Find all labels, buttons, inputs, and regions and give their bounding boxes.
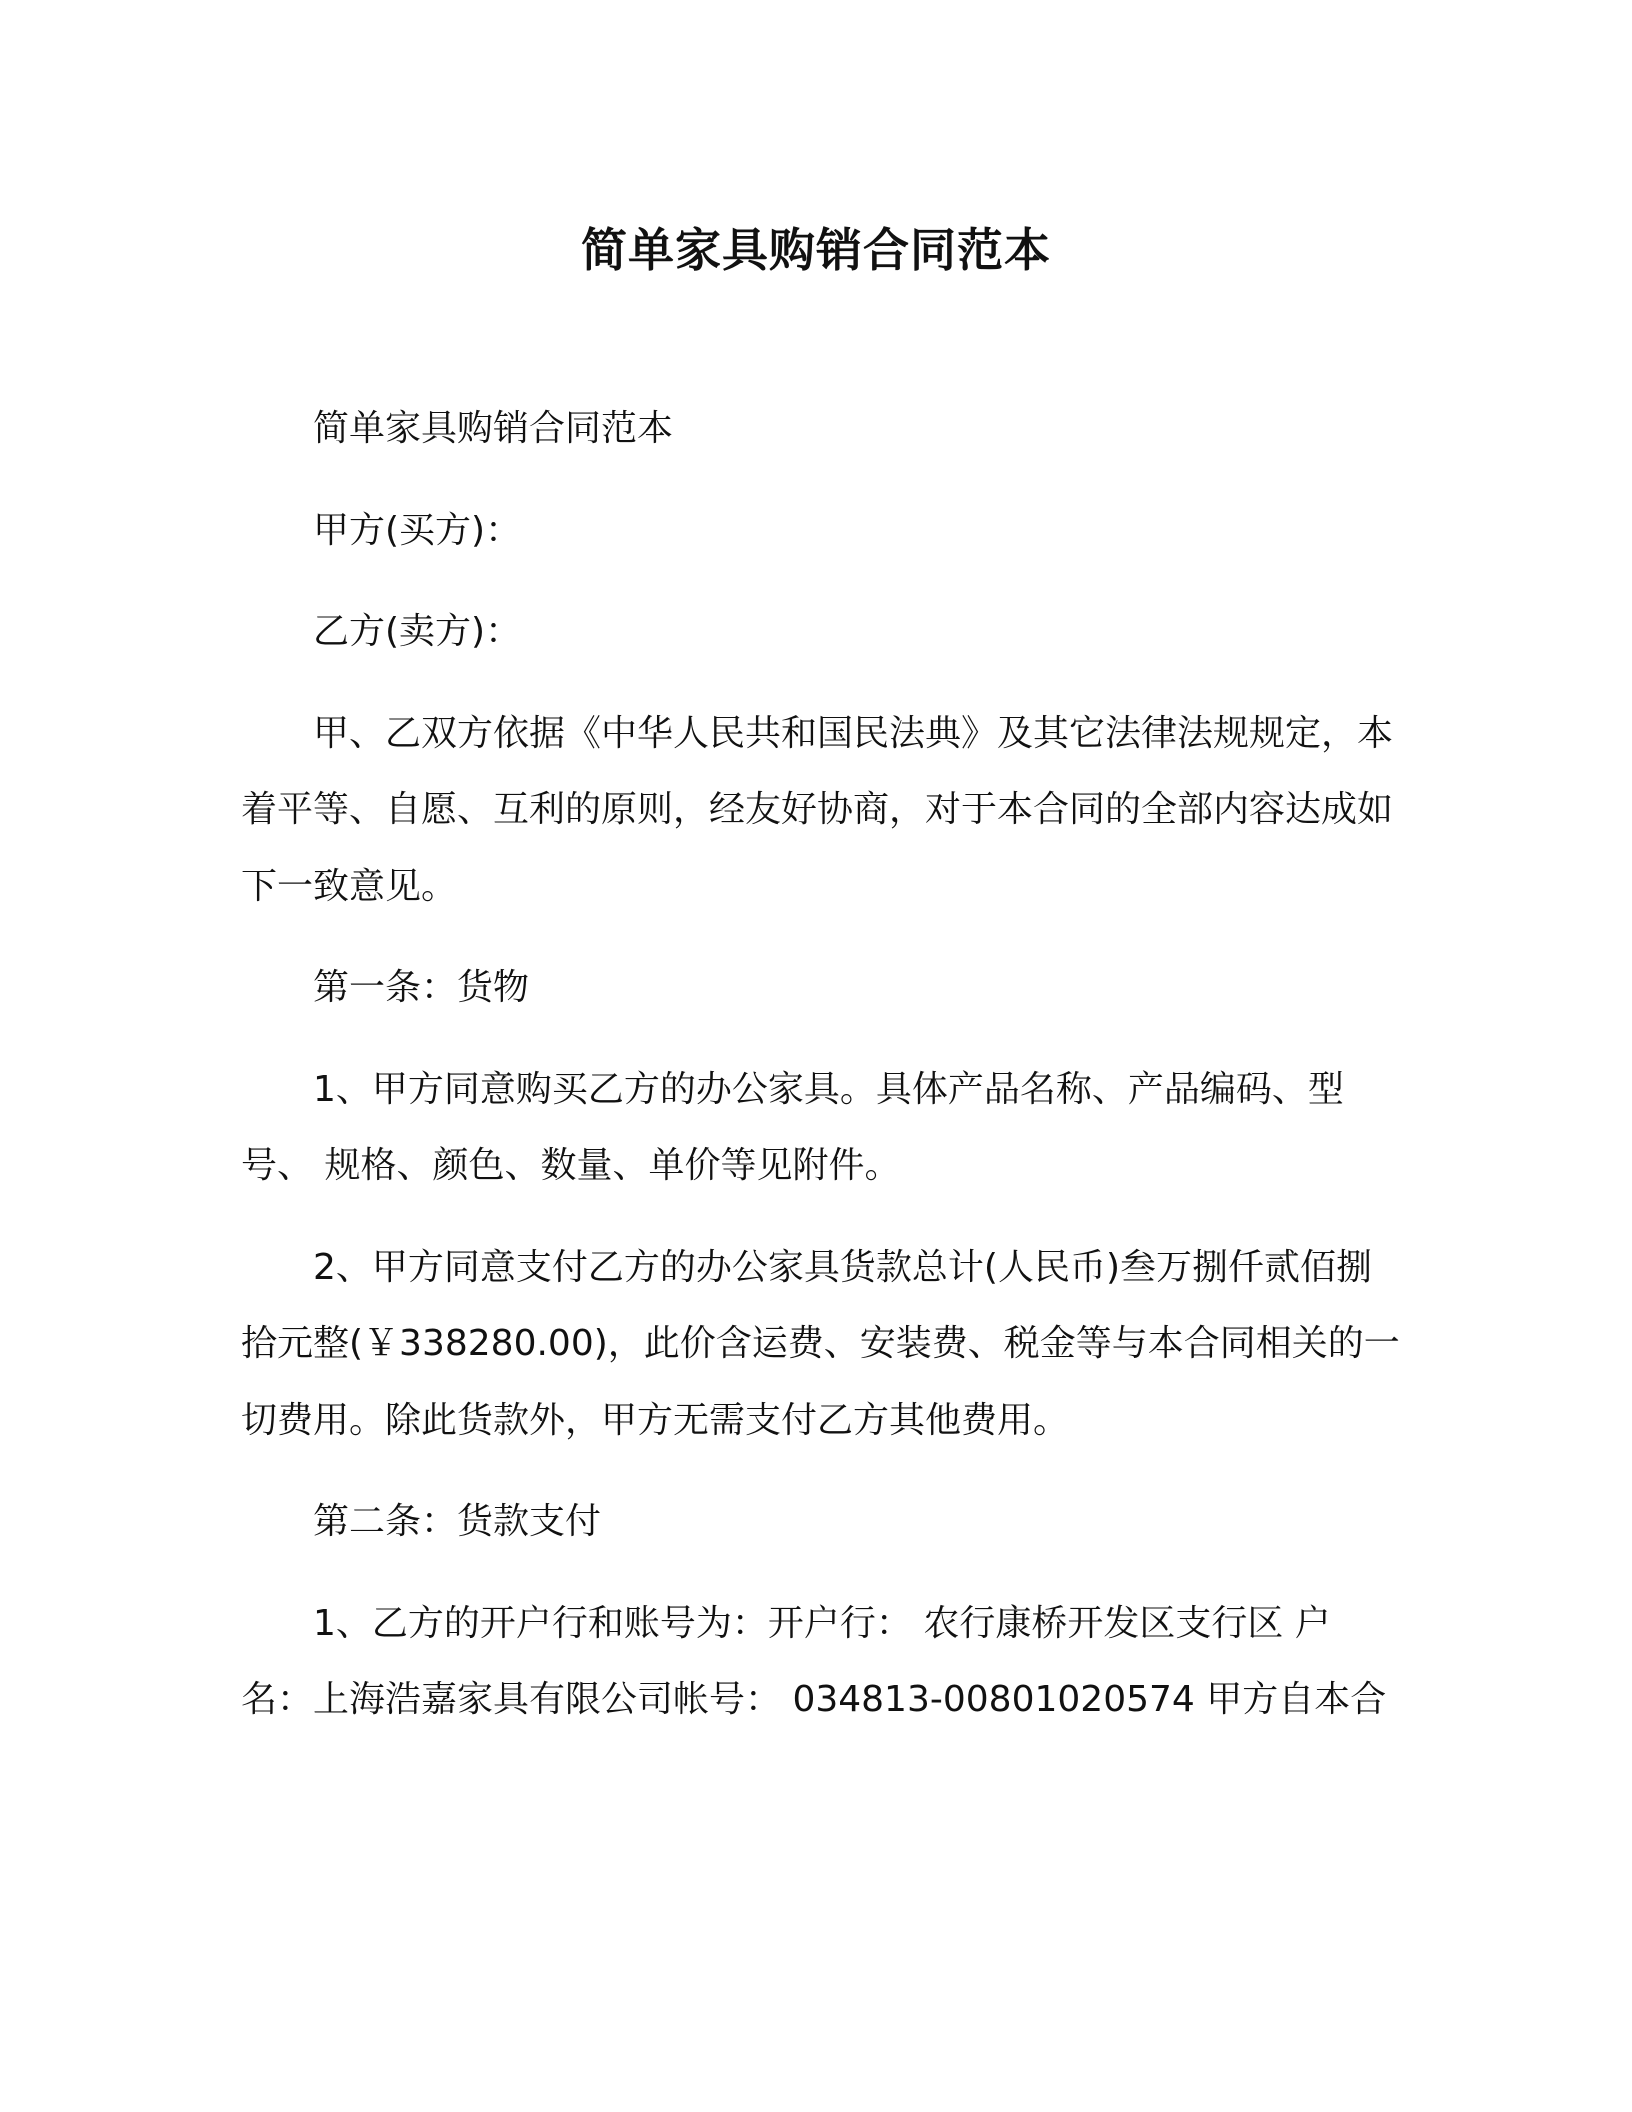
paragraph-party-b: 乙方(卖方)： (313, 611, 522, 652)
paragraph-subtitle: 简单家具购销合同范本 (313, 408, 674, 449)
document-body (241, 391, 1401, 1764)
article-2-heading: 第二条：货款支付 (313, 1501, 602, 1542)
article-1-clause-1: 1、甲方同意购买乙方的办公家具。具体产品名称、产品编码、型号、 规格、颜色、数量、单价等见附件。 (241, 1068, 1344, 1186)
article-1-heading: 第一条：货物 (313, 967, 530, 1008)
document-title: 简单家具购销合同范本 (581, 223, 1051, 277)
article-2-clause-1: 1、乙方的开户行和账号为：开户行： 农行康桥开发区支行区 户名：上海浩嘉家具有限公司帐号： 034813-00801020574 甲方自本合 (241, 1602, 1387, 1720)
article-1-clause-2: 2、甲方同意支付乙方的办公家具货款总计(人民币)叁万捌仟贰佰捌拾元整(￥338280.00)，此价含运费、安装费、税金等与本合同相关的一切费用。除此货款外，甲方无需支付乙方其他费用。 (241, 1246, 1400, 1441)
paragraph-preamble: 甲、乙双方依据《中华人民共和国民法典》及其它法律法规规定，本着平等、自愿、互利的原则，经友好协商，对于本合同的全部内容达成如下一致意见。 (241, 712, 1394, 907)
paragraph-party-a: 甲方(买方)： (313, 509, 522, 551)
